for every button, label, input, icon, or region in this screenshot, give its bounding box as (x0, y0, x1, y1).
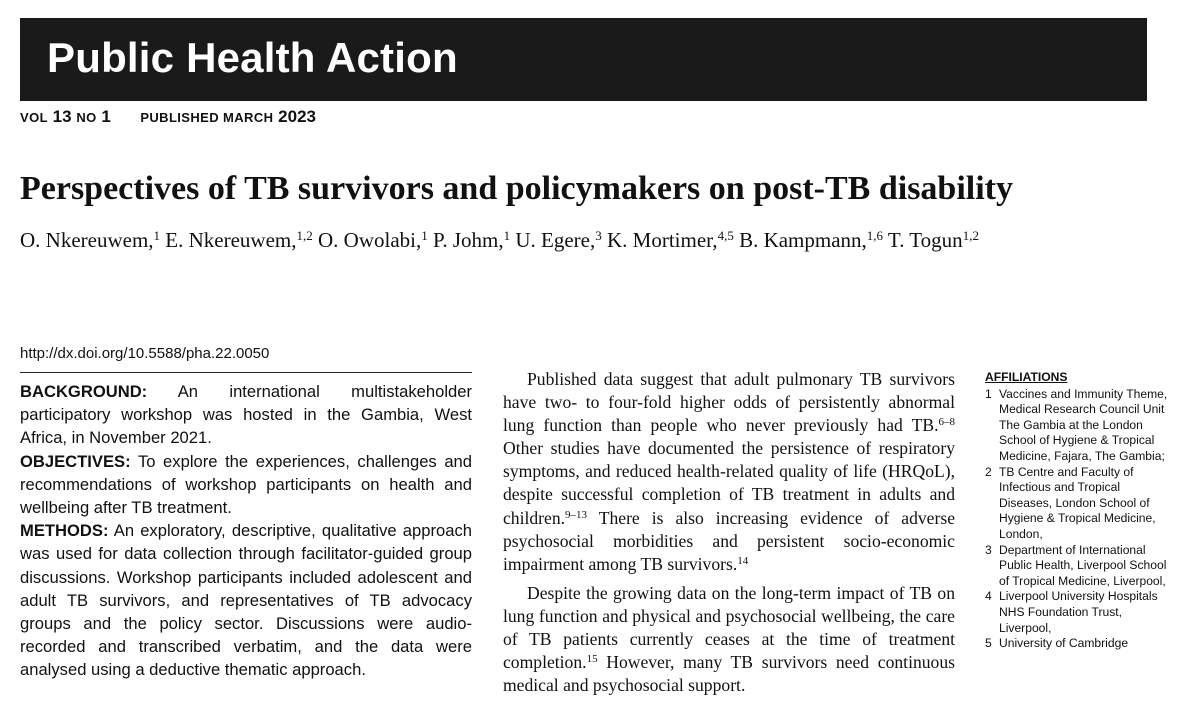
affiliation-item (985, 465, 1175, 543)
doi-link[interactable]: http://dx.doi.org/10.5588/pha.22.0050 (20, 345, 270, 362)
affiliations-sidebar (985, 370, 1175, 652)
citation-ref[interactable]: 6–8 (938, 416, 955, 429)
body-text-run: Other studies have documented the persistence of respiratory symptoms, and reduced health-related quality of life (HRQoL), despite successful completion of TB treatment in adults and children. (503, 438, 955, 528)
abstract (20, 380, 472, 682)
author-name: K. Mortimer, (607, 228, 718, 252)
journal-name: Public Health Action (47, 33, 458, 81)
author-name: E. Nkereuwem, (165, 228, 297, 252)
body-text-run: However, many TB survivors need continuous medical and psychosocial support. (503, 652, 955, 696)
body-paragraph (503, 368, 955, 576)
published-label: PUBLISHED MARCH (140, 110, 274, 125)
affiliation-text: Liverpool University Hospitals NHS Foundation Trust, Liverpool, (999, 589, 1158, 635)
affiliation-text: TB Centre and Faculty of Infectious and Tropical Diseases, London School of Hygiene & Tropical Medicine, London, (999, 464, 1156, 541)
author-name: U. Egere, (515, 228, 596, 252)
citation-ref[interactable]: 9–13 (565, 508, 588, 521)
affiliation-number: 2 (985, 464, 992, 479)
body-text-run: Despite the growing data on the long-term impact of TB on lung function and physical and psychosocial wellbeing, the care of TB patients currently ceases at the time of treatment completion. (503, 582, 955, 673)
body-text (503, 368, 955, 703)
article-title: Perspectives of TB survivors and policymakers on post-TB disability (20, 170, 1013, 207)
citation-ref[interactable]: 15 (586, 653, 598, 666)
affiliations-heading: AFFILIATIONS (985, 370, 1068, 384)
citation-ref[interactable]: 14 (737, 554, 749, 567)
methods-text: An exploratory, descriptive, qualitative approach was used for data collection through facilitator-guided group discussions. Workshop participants included adolescent and adult TB survivors, and representatives of TB advocacy groups and the policy sector. Discussions were audio-recorded and transcribed verbatim, and the data were analysed using a deductive thematic approach. (20, 521, 472, 680)
author-name: T. Togun (887, 228, 963, 252)
author-list (20, 228, 979, 253)
objectives-label: OBJECTIVES: (20, 451, 131, 471)
doi-divider (20, 372, 472, 373)
affiliation-number: 4 (985, 589, 992, 604)
issue-line (20, 107, 316, 127)
journal-banner (20, 18, 1147, 101)
body-paragraph (503, 582, 955, 697)
background-label: BACKGROUND: (20, 382, 148, 401)
no-label: NO (76, 110, 97, 125)
vol-label: VOL (20, 110, 48, 125)
affiliation-number: 5 (985, 636, 992, 651)
affiliation-number: 3 (985, 542, 992, 557)
author-affiliation-ref: 4,5 (717, 228, 734, 243)
author-affiliation-ref: 1 (503, 228, 511, 243)
affiliation-text: Vaccines and Immunity Theme, Medical Research Council Unit The Gambia at the London School of Hygiene & Tropical Medicine, Fajara, The Gambia; (999, 386, 1168, 463)
affiliation-item (985, 387, 1175, 465)
body-text-run: Published data suggest that adult pulmonary TB survivors have two- to four-fold higher odds of persistently abnormal lung function than people who never previously had TB. (503, 369, 955, 436)
abstract-objectives (20, 450, 472, 520)
affiliation-text: Department of International Public Health, Liverpool School of Tropical Medicine, Liverpool, (999, 542, 1167, 588)
abstract-background (20, 380, 472, 450)
author-affiliation-ref: 1,2 (296, 228, 313, 243)
background-text: An international multistakeholder participatory workshop was hosted in the Gambia, West Africa, in November 2021. (20, 382, 473, 448)
author-name: O. Nkereuwem, (20, 228, 154, 252)
issue-number: 1 (101, 107, 111, 126)
affiliation-text: University of Cambridge (999, 636, 1129, 651)
abstract-methods (20, 519, 472, 681)
methods-label: METHODS: (20, 521, 109, 541)
affiliation-item (985, 589, 1175, 636)
affiliation-number: 1 (985, 386, 992, 401)
author-name: B. Kampmann, (739, 228, 867, 252)
author-affiliation-ref: 3 (595, 228, 602, 243)
author-affiliation-ref: 1 (421, 228, 428, 243)
published-year: 2023 (278, 107, 316, 126)
author-affiliation-ref: 1 (153, 228, 161, 243)
author-affiliation-ref: 1,2 (962, 228, 979, 243)
vol-number: 13 (52, 107, 72, 126)
author-name: P. Johm, (433, 228, 504, 252)
affiliation-item (985, 543, 1175, 590)
author-name: O. Owolabi, (318, 228, 422, 252)
affiliation-item (985, 636, 1175, 652)
objectives-text: To explore the experiences, challenges and recommendations of workshop participants on health and wellbeing after TB treatment. (20, 451, 473, 518)
body-text-run: There is also increasing evidence of adverse psychosocial morbidities and persistent socio-economic impairment among TB survivors. (503, 507, 955, 574)
author-affiliation-ref: 1,6 (866, 228, 884, 243)
